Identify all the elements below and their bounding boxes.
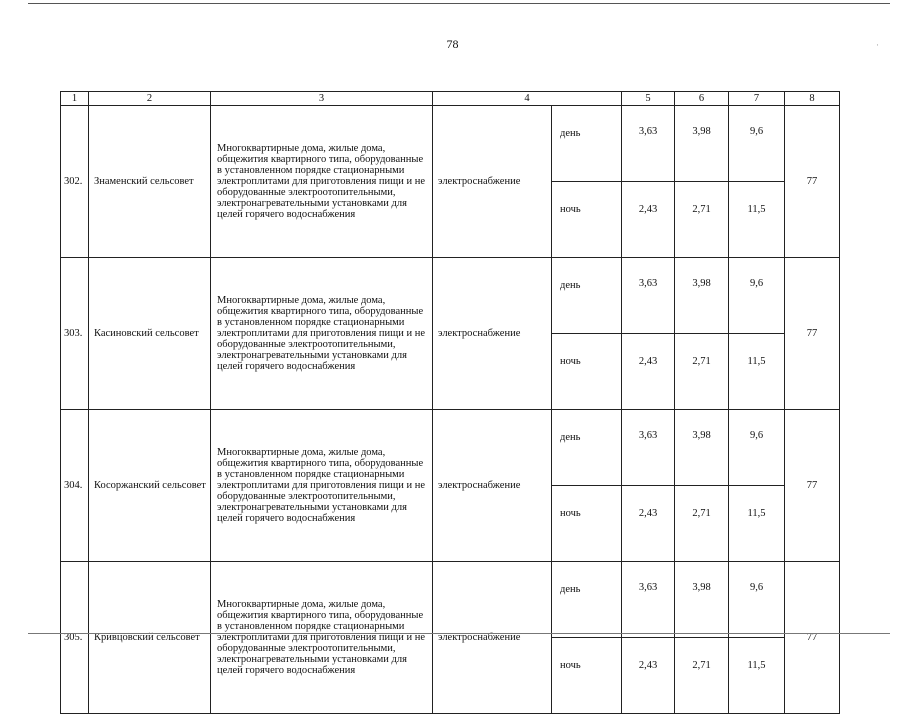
day-value-col7: 9,6 (729, 258, 785, 334)
day-value-col6: 3,98 (675, 410, 729, 486)
table-row (61, 106, 840, 182)
norm-value-col8: 77 (785, 410, 840, 562)
row-number: 305. (61, 562, 89, 714)
tariff-table (60, 91, 840, 714)
header-col-5: 5 (622, 92, 675, 106)
service-type: электроснабжение (433, 562, 552, 714)
header-col-6: 6 (675, 92, 729, 106)
header-col-8: 8 (785, 92, 840, 106)
period-night-label: ночь (552, 486, 622, 562)
day-value-col6: 3,98 (675, 562, 729, 638)
norm-value-col8: 77 (785, 106, 840, 258)
header-col-1: 1 (61, 92, 89, 106)
header-col-2: 2 (89, 92, 211, 106)
day-value-col5: 3,63 (622, 258, 675, 334)
night-value-col7: 11,5 (729, 486, 785, 562)
norm-value-col8: 77 (785, 258, 840, 410)
day-value-col7: 9,6 (729, 562, 785, 638)
night-value-col6: 2,71 (675, 486, 729, 562)
night-value-col5: 2,43 (622, 334, 675, 410)
table-body (61, 92, 840, 714)
night-value-col7: 11,5 (729, 638, 785, 714)
settlement-name: Косоржанский сельсовет (89, 410, 211, 562)
service-type: электроснабжение (433, 410, 552, 562)
night-value-col5: 2,43 (622, 486, 675, 562)
settlement-name: Касиновский сельсовет (89, 258, 211, 410)
night-value-col7: 11,5 (729, 334, 785, 410)
night-value-col6: 2,71 (675, 638, 729, 714)
day-value-col6: 3,98 (675, 106, 729, 182)
table-row (61, 562, 840, 638)
period-day-label: день (552, 106, 622, 182)
bottom-scan-edge (28, 633, 890, 634)
period-day-label: день (552, 562, 622, 638)
header-col-7: 7 (729, 92, 785, 106)
night-value-col7: 11,5 (729, 182, 785, 258)
settlement-name: Знаменский сельсовет (89, 106, 211, 258)
header-row (61, 92, 840, 106)
norm-value-col8: 77 (785, 562, 840, 714)
period-night-label: ночь (552, 334, 622, 410)
day-value-col7: 9,6 (729, 106, 785, 182)
night-value-col5: 2,43 (622, 182, 675, 258)
day-value-col5: 3,63 (622, 562, 675, 638)
day-value-col5: 3,63 (622, 410, 675, 486)
settlement-name: Кривцовский сельсовет (89, 562, 211, 714)
consumer-description: Многоквартирные дома, жилые дома, общежития квартирного типа, оборудованные в установленном порядке стационарными электроплитами для приготовления пищи и не оборудованные электроотопительными, электронагревательными установками для целей горячего водоснабжения (211, 410, 433, 562)
scan-speck: · (876, 40, 879, 50)
header-col-4: 4 (433, 92, 622, 106)
row-number: 304. (61, 410, 89, 562)
night-value-col6: 2,71 (675, 182, 729, 258)
night-value-col5: 2,43 (622, 638, 675, 714)
consumer-description: Многоквартирные дома, жилые дома, общежития квартирного типа, оборудованные в установленном порядке стационарными электроплитами для приготовления пищи и не оборудованные электроотопительными, электронагревательными установками для целей горячего водоснабжения (211, 562, 433, 714)
page-number: 78 (446, 37, 459, 51)
service-type: электроснабжение (433, 106, 552, 258)
day-value-col6: 3,98 (675, 258, 729, 334)
day-value-col7: 9,6 (729, 410, 785, 486)
top-scan-edge (28, 3, 890, 4)
period-night-label: ночь (552, 182, 622, 258)
row-number: 302. (61, 106, 89, 258)
period-night-label: ночь (552, 638, 622, 714)
table-row (61, 258, 840, 334)
row-number: 303. (61, 258, 89, 410)
header-col-3: 3 (211, 92, 433, 106)
night-value-col6: 2,71 (675, 334, 729, 410)
table-row (61, 410, 840, 486)
period-day-label: день (552, 410, 622, 486)
service-type: электроснабжение (433, 258, 552, 410)
consumer-description: Многоквартирные дома, жилые дома, общежития квартирного типа, оборудованные в установленном порядке стационарными электроплитами для приготовления пищи и не оборудованные электроотопительными, электронагревательными установками для целей горячего водоснабжения (211, 258, 433, 410)
period-day-label: день (552, 258, 622, 334)
day-value-col5: 3,63 (622, 106, 675, 182)
consumer-description: Многоквартирные дома, жилые дома, общежития квартирного типа, оборудованные в установленном порядке стационарными электроплитами для приготовления пищи и не оборудованные электроотопительными, электронагревательными установками для целей горячего водоснабжения (211, 106, 433, 258)
